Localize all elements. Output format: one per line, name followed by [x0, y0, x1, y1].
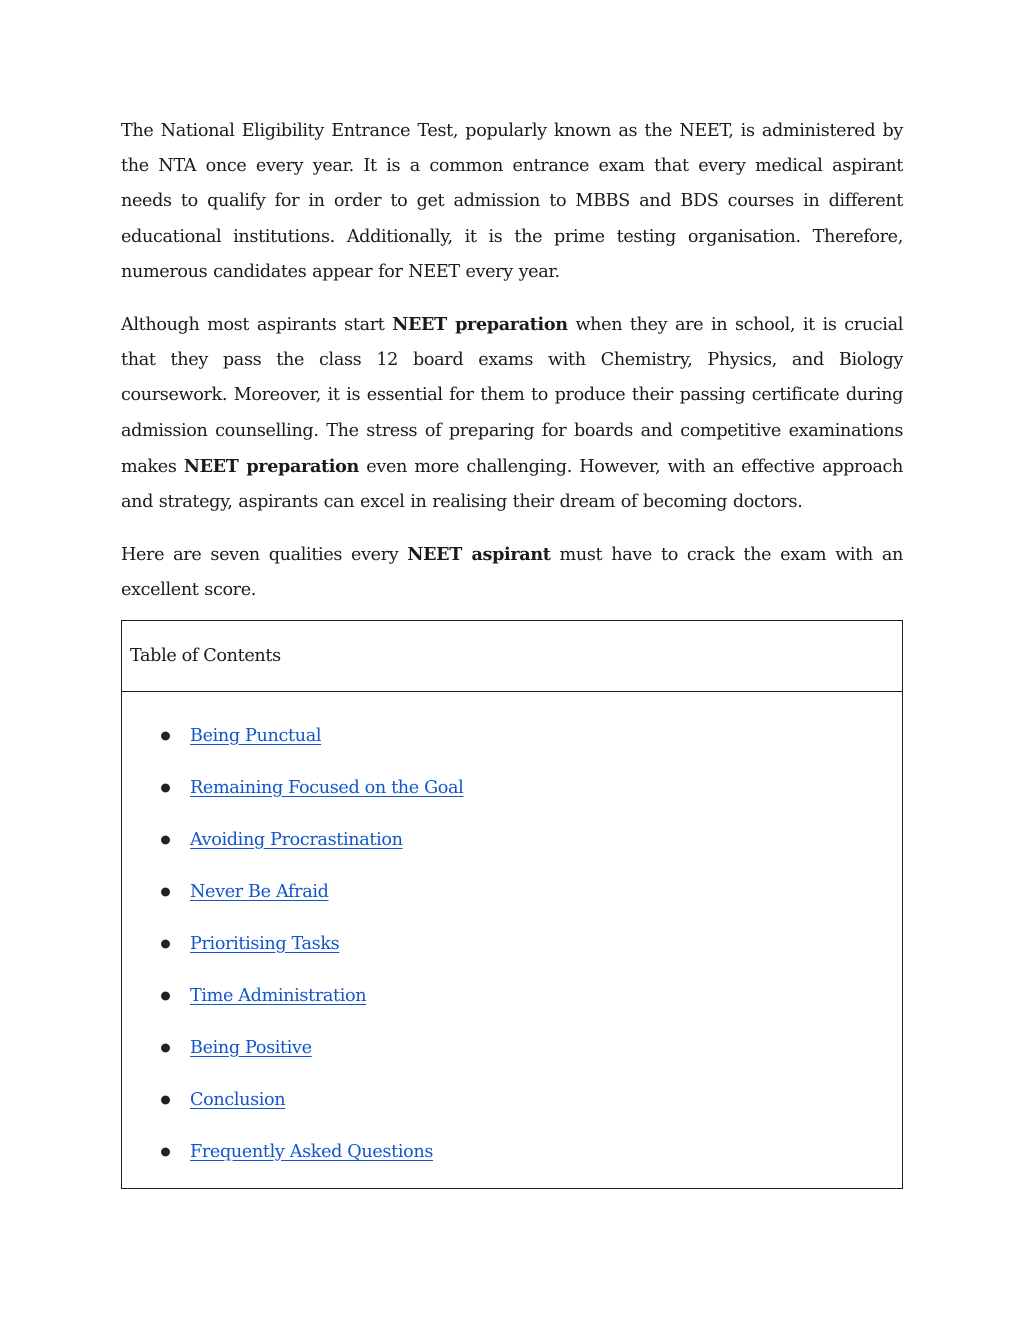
preparation-paragraph — [121, 307, 903, 520]
toc-link-being-positive[interactable]: Being Positive — [190, 1037, 312, 1058]
preparation-bold-2: NEET preparation — [183, 455, 359, 477]
toc-item — [122, 762, 902, 814]
bullet-icon — [161, 939, 170, 948]
toc-link-prioritising-tasks[interactable]: Prioritising Tasks — [190, 933, 340, 954]
toc-link-remaining-focused[interactable]: Remaining Focused on the Goal — [190, 777, 464, 798]
bullet-icon — [161, 991, 170, 1000]
bullet-icon — [161, 1043, 170, 1052]
toc-item — [122, 866, 902, 918]
table-of-contents — [121, 620, 903, 1189]
toc-link-conclusion[interactable]: Conclusion — [190, 1089, 286, 1110]
bullet-icon — [161, 1147, 170, 1156]
bullet-icon — [161, 887, 170, 896]
toc-item — [122, 1074, 902, 1126]
preparation-bold-1: NEET preparation — [392, 314, 568, 336]
bullet-icon — [161, 835, 170, 844]
preparation-text-1: Although most aspirants start — [121, 315, 393, 336]
preparation-text-2: when they are in school, it is crucial that they pass the class 12 board exams with Chemistry, Physics, and Biology coursework. Moreover, it is essential for them to produce their passing certificate during admission counselling. The stress of preparing for boards and competitive examinations makes — [121, 315, 903, 477]
toc-link-time-administration[interactable]: Time Administration — [190, 985, 367, 1006]
toc-link-avoiding-procrastination[interactable]: Avoiding Procrastination — [190, 829, 403, 850]
toc-item — [122, 1022, 902, 1074]
qualities-paragraph — [121, 537, 903, 608]
qualities-text-2: must have to crack the exam with an excellent score. — [121, 545, 903, 601]
document-page — [121, 114, 903, 1189]
toc-list — [122, 692, 902, 1188]
bullet-icon — [161, 731, 170, 740]
toc-item — [122, 814, 902, 866]
toc-item — [122, 710, 902, 762]
toc-title: Table of Contents — [122, 621, 902, 692]
qualities-text-1: Here are seven qualities every — [121, 545, 408, 566]
toc-link-never-be-afraid[interactable]: Never Be Afraid — [190, 881, 329, 902]
toc-item — [122, 1126, 902, 1178]
toc-link-faq[interactable]: Frequently Asked Questions — [190, 1141, 434, 1162]
preparation-text-3: even more challenging. However, with an effective approach and strategy, aspirants can excel in realising their dream of becoming doctors. — [121, 456, 903, 513]
toc-item — [122, 918, 902, 970]
intro-paragraph: The National Eligibility Entrance Test, popularly known as the NEET, is administered by the NTA once every year. It is a common entrance exam that every medical aspirant needs to qualify for in order to get admission to MBBS and BDS courses in different educational institutions. Additionally, it is the prime testing organisation. Therefore, numerous candidates appear for NEET every year. — [121, 121, 903, 282]
qualities-bold-1: NEET aspirant — [407, 544, 551, 566]
toc-link-being-punctual[interactable]: Being Punctual — [190, 725, 322, 746]
bullet-icon — [161, 1095, 170, 1104]
toc-item — [122, 970, 902, 1022]
bullet-icon — [161, 783, 170, 792]
